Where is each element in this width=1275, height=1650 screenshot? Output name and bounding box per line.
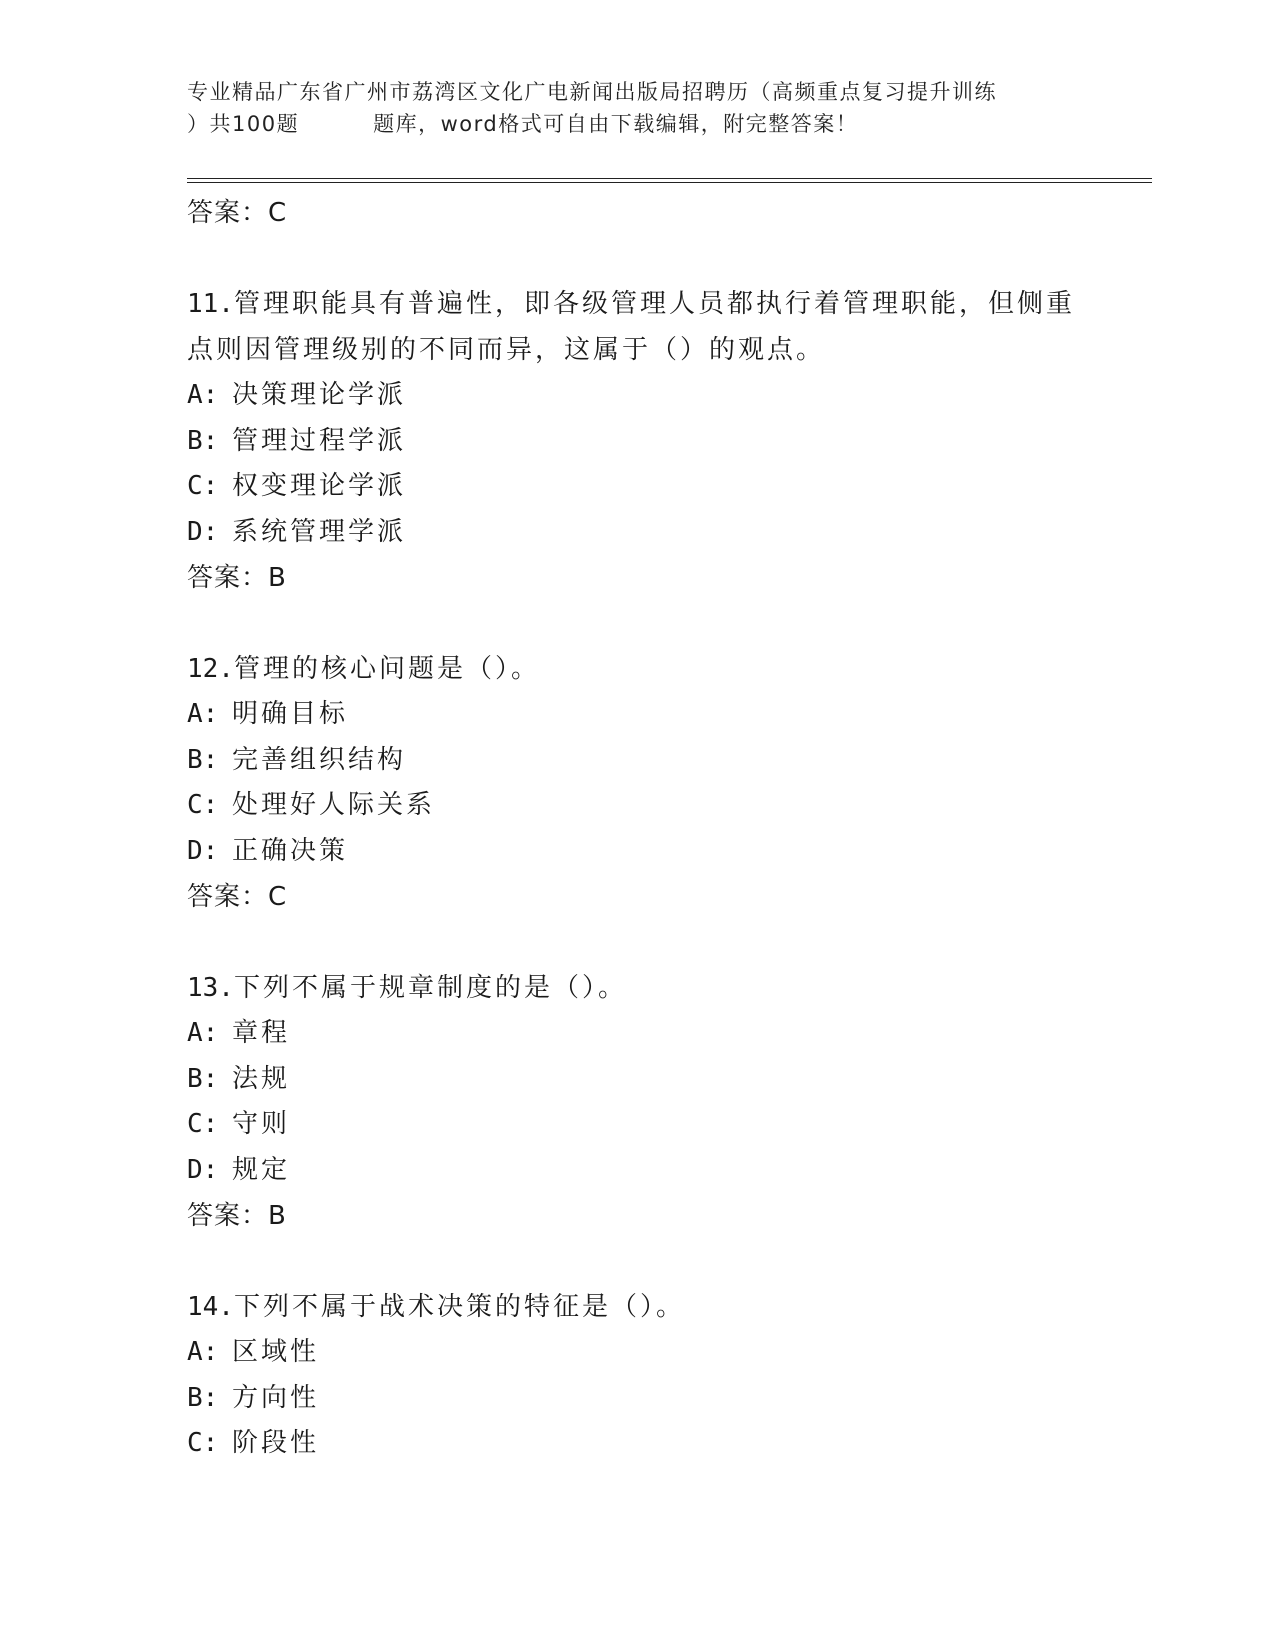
question-stem: 管理的核心问题是（）。 bbox=[233, 654, 540, 684]
option-c bbox=[187, 464, 1087, 510]
option-d bbox=[187, 1148, 1087, 1194]
option-text: 权变理论学派 bbox=[232, 471, 407, 501]
question-text bbox=[187, 646, 1087, 692]
option-label: A: bbox=[187, 380, 219, 410]
option-c bbox=[187, 1102, 1087, 1148]
option-text: 阶段性 bbox=[232, 1428, 320, 1458]
option-label: C: bbox=[187, 1428, 219, 1458]
option-text: 正确决策 bbox=[232, 835, 349, 866]
option-text: 规定 bbox=[232, 1154, 291, 1185]
option-label: C: bbox=[187, 790, 219, 820]
option-text: 决策理论学派 bbox=[232, 380, 407, 410]
answer-line: 答案：C bbox=[187, 882, 288, 912]
option-a bbox=[187, 1011, 1087, 1057]
option-a bbox=[187, 692, 1087, 738]
question-14 bbox=[187, 1284, 1087, 1467]
option-b bbox=[187, 1376, 1087, 1422]
option-label: C: bbox=[187, 1109, 219, 1139]
option-c bbox=[187, 783, 1087, 829]
header-line-2-part-a: ）共100题 bbox=[187, 112, 300, 136]
option-label: B: bbox=[187, 1382, 219, 1413]
option-c bbox=[187, 1421, 1087, 1467]
option-label: A: bbox=[187, 1337, 219, 1367]
question-12 bbox=[187, 646, 1087, 920]
option-text: 法规 bbox=[232, 1063, 291, 1094]
option-text: 管理过程学派 bbox=[232, 425, 407, 456]
question-text bbox=[187, 965, 1087, 1011]
question-number: 12. bbox=[187, 654, 234, 684]
answer-line: 答案：B bbox=[187, 1201, 287, 1231]
option-text: 方向性 bbox=[232, 1382, 320, 1413]
option-label: A: bbox=[187, 1018, 219, 1048]
question-text bbox=[187, 281, 1087, 373]
option-a bbox=[187, 373, 1087, 419]
question-number: 11. bbox=[187, 289, 234, 319]
question-text bbox=[187, 1284, 1087, 1330]
option-b bbox=[187, 419, 1087, 465]
document-header bbox=[187, 76, 1107, 140]
option-text: 守则 bbox=[232, 1109, 291, 1139]
option-label: B: bbox=[187, 1063, 219, 1094]
option-label: D: bbox=[187, 835, 219, 866]
question-number: 14. bbox=[187, 1292, 234, 1322]
question-list bbox=[187, 190, 1087, 1467]
option-text: 明确目标 bbox=[232, 699, 349, 729]
option-label: B: bbox=[187, 425, 219, 456]
option-b bbox=[187, 1057, 1087, 1103]
header-line-2-part-b: 题库，word格式可自由下载编辑，附完整答案！ bbox=[373, 112, 859, 136]
option-label: B: bbox=[187, 744, 219, 775]
question-number: 13. bbox=[187, 973, 234, 1003]
option-b bbox=[187, 738, 1087, 784]
option-d bbox=[187, 510, 1087, 556]
header-line-2 bbox=[187, 108, 1107, 140]
question-11 bbox=[187, 281, 1087, 601]
option-text: 完善组织结构 bbox=[232, 744, 407, 775]
option-text: 章程 bbox=[232, 1018, 291, 1048]
header-line-1: 专业精品广东省广州市荔湾区文化广电新闻出版局招聘历（高频重点复习提升训练 bbox=[187, 80, 997, 104]
answer-line: 答案：C bbox=[187, 198, 288, 228]
option-text: 区域性 bbox=[232, 1337, 320, 1367]
option-text: 系统管理学派 bbox=[232, 516, 407, 547]
option-d bbox=[187, 829, 1087, 875]
option-a bbox=[187, 1330, 1087, 1376]
option-text: 处理好人际关系 bbox=[232, 790, 436, 820]
question-13 bbox=[187, 965, 1087, 1239]
header-divider-bottom bbox=[187, 182, 1152, 183]
question-stem: 下列不属于规章制度的是（）。 bbox=[233, 973, 627, 1003]
option-label: A: bbox=[187, 699, 219, 729]
answer-line: 答案：B bbox=[187, 563, 287, 593]
question-stem: 管理职能具有普遍性，即各级管理人员都执行着管理职能，但侧重点则因管理级别的不同而异，这属于（）的观点。 bbox=[187, 289, 1075, 365]
question-stem: 下列不属于战术决策的特征是（）。 bbox=[233, 1292, 685, 1322]
option-label: C: bbox=[187, 471, 219, 501]
option-label: D: bbox=[187, 1154, 219, 1185]
header-divider-top bbox=[187, 178, 1152, 179]
option-label: D: bbox=[187, 516, 219, 547]
